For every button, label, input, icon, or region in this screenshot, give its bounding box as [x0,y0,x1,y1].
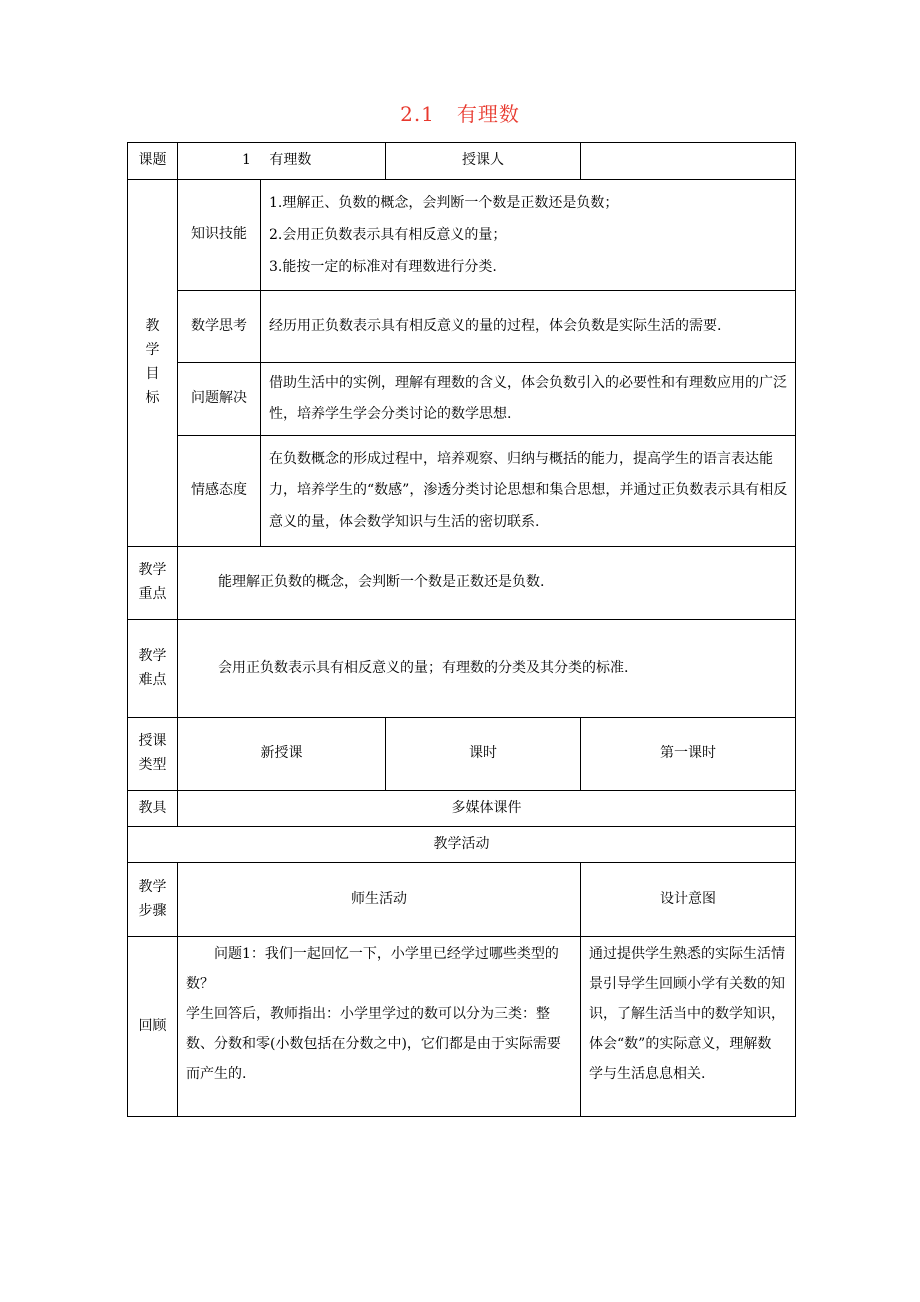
review-question: 问题1：我们一起回忆一下，小学里已经学过哪些类型的数？ [186,946,559,993]
steps-label-line: 步骤 [138,902,167,919]
steps-label [128,863,178,937]
page-title [0,98,920,127]
key-point-label-line: 教学 [138,562,167,579]
title-number: 2.1 [400,102,435,126]
activities-heading-row [128,827,796,863]
review-label: 回顾 [128,937,178,1117]
review-row [128,937,796,1117]
lesson-plan-table [127,142,796,1117]
knowledge-label: 知识技能 [178,180,261,291]
key-point-row [128,547,796,620]
attitude-label: 情感态度 [178,436,261,547]
difficulty-text [178,620,796,718]
teacher-label: 授课人 [386,143,581,180]
review-intent [581,937,796,1117]
difficulty-content: 会用正负数表示具有相反意义的量；有理数的分类及其分类的标准. [218,659,629,676]
activities-header-row [128,863,796,937]
lesson-type-value: 新授课 [178,718,386,791]
topic-text: 有理数 [269,152,312,169]
difficulty-label [128,620,178,718]
objectives-label-char: 目 [145,366,160,382]
period-label: 课时 [386,718,581,791]
objective-knowledge-row [128,180,796,291]
objective-attitude-row [128,436,796,547]
thinking-text: 经历用正负数表示具有相反意义的量的过程，体会负数是实际生活的需要. [261,291,796,363]
difficulty-row [128,620,796,718]
difficulty-label-line: 难点 [138,671,167,688]
teacher-value [581,143,796,180]
knowledge-content [261,180,796,291]
objectives-label-char: 学 [145,342,160,359]
problem-label: 问题解决 [178,363,261,436]
problem-text: 借助生活中的实例，理解有理数的含义，体会负数引入的必要性和有理数应用的广泛性，培养学生学会分类讨论的数学思想. [261,363,796,436]
topic-value [178,143,386,180]
knowledge-item: 3.能按一定的标准对有理数进行分类. [269,259,497,276]
steps-label-line: 教学 [138,878,167,895]
review-activity [178,937,581,1117]
thinking-label: 数学思考 [178,291,261,363]
objectives-label [128,180,178,547]
period-value: 第一课时 [581,718,796,791]
lesson-type-row [128,718,796,791]
key-point-label-line: 重点 [138,586,167,602]
difficulty-label-line: 教学 [138,647,167,664]
lesson-type-label-line: 授课 [138,733,167,750]
lesson-type-label [128,718,178,791]
tools-value: 多媒体课件 [178,791,796,827]
topic-row [128,143,796,180]
attitude-text: 在负数概念的形成过程中，培养观察、归纳与概括的能力，提高学生的语言表达能力，培养学生的“数感”，渗透分类讨论思想和集合思想，并通过正负数表示具有相反意义的量，体会数学知识与生活的密切联系. [261,436,796,547]
objectives-label-char: 教 [145,318,160,335]
activity-column-header: 师生活动 [178,863,581,937]
key-point-content: 能理解正负数的概念，会判断一个数是正数还是负数. [218,574,545,591]
knowledge-item: 1.理解正、负数的概念，会判断一个数是正数还是负数； [269,194,619,211]
lesson-type-label-line: 类型 [138,757,167,773]
knowledge-item: 2.会用正负数表示具有相反意义的量； [269,226,507,243]
key-point-text [178,547,796,620]
tools-row [128,791,796,827]
review-intent-text: 通过提供学生熟悉的实际生活情景引导学生回顾小学有关数的知识，了解生活当中的数学知识，体会“数”的实际意义，理解数学与生活息息相关. [589,946,785,1083]
objective-thinking-row [128,291,796,363]
objective-problem-row [128,363,796,436]
title-text: 有理数 [456,102,520,126]
activities-heading: 教学活动 [128,827,796,863]
objectives-label-char: 标 [145,389,160,406]
key-point-label [128,547,178,620]
tools-label: 教具 [128,791,178,827]
review-answer: 学生回答后，教师指出：小学里学过的数可以分为三类：整数、分数和零(小数包括在分数之中)，它们都是由于实际需要而产生的. [186,1006,561,1083]
topic-label: 课题 [128,143,178,180]
intent-column-header: 设计意图 [581,863,796,937]
topic-number: 1 [242,152,251,169]
